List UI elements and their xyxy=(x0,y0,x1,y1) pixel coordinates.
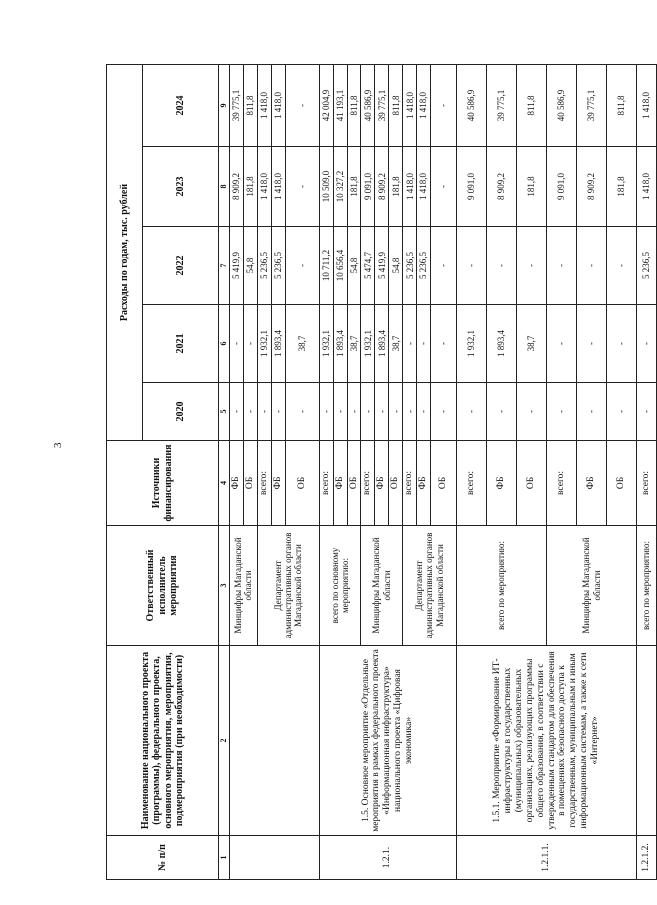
value-cell: - xyxy=(257,383,271,441)
value-cell: - xyxy=(547,305,577,383)
value-cell: - xyxy=(375,383,389,441)
source-cell: всего: xyxy=(637,441,657,526)
value-cell: 54,8 xyxy=(243,227,257,305)
source-cell: ОБ xyxy=(607,441,637,526)
value-cell: 5 236,5 xyxy=(403,227,417,305)
value-cell: 10 711,2 xyxy=(319,227,333,305)
value-cell: 38,7 xyxy=(517,305,547,383)
value-cell: 1 932,1 xyxy=(457,305,487,383)
value-cell: 38,7 xyxy=(347,305,361,383)
source-cell: ОБ xyxy=(347,441,361,526)
index-cell: 3 xyxy=(219,526,230,646)
value-cell: - xyxy=(431,227,457,305)
value-cell: - xyxy=(230,305,244,383)
value-cell: - xyxy=(577,227,607,305)
source-cell: ФБ xyxy=(230,441,244,526)
value-cell: 54,8 xyxy=(389,227,403,305)
name-cell xyxy=(230,646,320,836)
value-cell: - xyxy=(457,227,487,305)
value-cell: 1 893,4 xyxy=(333,305,347,383)
value-cell: 10 656,4 xyxy=(333,227,347,305)
value-cell: - xyxy=(347,383,361,441)
value-cell: 1 932,1 xyxy=(319,305,333,383)
value-cell: 181,8 xyxy=(607,147,637,227)
value-cell: - xyxy=(517,383,547,441)
value-cell: 1 418,0 xyxy=(271,147,285,227)
value-cell: 10 327,2 xyxy=(333,147,347,227)
source-cell: ФБ xyxy=(333,441,347,526)
value-cell: 5 236,5 xyxy=(417,227,431,305)
value-cell: 5 236,5 xyxy=(637,227,657,305)
executor-cell: всего по мероприятию: xyxy=(637,526,657,646)
source-cell: всего: xyxy=(403,441,417,526)
no-cell: 1.2.1.2. xyxy=(637,836,657,880)
value-cell: - xyxy=(285,147,319,227)
value-cell: 39 775,1 xyxy=(487,65,517,147)
value-cell: - xyxy=(403,305,417,383)
value-cell: - xyxy=(243,305,257,383)
value-cell: - xyxy=(417,305,431,383)
header-executor: Ответственный исполнитель мероприятия xyxy=(107,526,219,646)
name-cell: 1.5. Основное мероприятие «Отдельные мероприятия в рамках федерального проекта «Информационная инфраструктура» национального проекта «Цифровая экономика» xyxy=(319,646,456,836)
page-number: 3 xyxy=(52,442,64,448)
header-no: № п/п xyxy=(107,836,219,880)
value-cell: - xyxy=(607,383,637,441)
value-cell: 54,8 xyxy=(347,227,361,305)
no-cell: 1.2.1. xyxy=(319,836,456,880)
value-cell: 40 586,9 xyxy=(361,65,375,147)
value-cell: 42 004,9 xyxy=(319,65,333,147)
value-cell: - xyxy=(517,227,547,305)
value-cell: 40 586,9 xyxy=(547,65,577,147)
executor-cell: всего по основному мероприятию: xyxy=(319,526,361,646)
executor-cell: Минцифры Магаданской области xyxy=(361,526,403,646)
source-cell: всего: xyxy=(257,441,271,526)
value-cell: 40 586,9 xyxy=(457,65,487,147)
value-cell: - xyxy=(487,227,517,305)
value-cell: - xyxy=(431,65,457,147)
value-cell: - xyxy=(271,383,285,441)
value-cell: 181,8 xyxy=(389,147,403,227)
value-cell: - xyxy=(457,383,487,441)
value-cell: 9 091,0 xyxy=(457,147,487,227)
value-cell: - xyxy=(431,305,457,383)
value-cell: 5 419,9 xyxy=(230,227,244,305)
value-cell: 811,8 xyxy=(243,65,257,147)
value-cell: - xyxy=(285,383,319,441)
value-cell: - xyxy=(637,305,657,383)
value-cell: 41 193,1 xyxy=(333,65,347,147)
executor-cell: Минцифры Магаданской области xyxy=(547,526,637,646)
value-cell: 39 775,1 xyxy=(230,65,244,147)
index-cell: 4 xyxy=(219,441,230,526)
source-cell: ФБ xyxy=(271,441,285,526)
value-cell: - xyxy=(285,227,319,305)
value-cell: 811,8 xyxy=(389,65,403,147)
value-cell: - xyxy=(607,227,637,305)
value-cell: - xyxy=(637,383,657,441)
value-cell: - xyxy=(431,147,457,227)
value-cell: 181,8 xyxy=(517,147,547,227)
header-expenses: Расходы по годам, тыс. рублей xyxy=(107,65,143,441)
value-cell: - xyxy=(333,383,347,441)
header-year: 2020 xyxy=(143,383,219,441)
source-cell: всего: xyxy=(547,441,577,526)
source-cell: всего: xyxy=(361,441,375,526)
index-cell: 8 xyxy=(219,147,230,227)
value-cell: 38,7 xyxy=(285,305,319,383)
source-cell: ФБ xyxy=(487,441,517,526)
executor-cell: всего по мероприятию: xyxy=(457,526,547,646)
rotated-page-content xyxy=(106,65,652,880)
source-cell: ФБ xyxy=(577,441,607,526)
header-year: 2024 xyxy=(143,65,219,147)
executor-cell: Департамент административных органов Магаданской области xyxy=(403,526,457,646)
value-cell: 38,7 xyxy=(389,305,403,383)
value-cell: - xyxy=(403,383,417,441)
value-cell: 1 418,0 xyxy=(637,147,657,227)
value-cell: 811,8 xyxy=(347,65,361,147)
value-cell: 5 236,5 xyxy=(257,227,271,305)
value-cell: - xyxy=(431,383,457,441)
value-cell: 39 775,1 xyxy=(375,65,389,147)
no-cell: 1.2.1.1. xyxy=(457,836,637,880)
executor-cell: Минцифры Магаданской области xyxy=(230,526,258,646)
value-cell: 8 909,2 xyxy=(230,147,244,227)
value-cell: - xyxy=(607,305,637,383)
source-cell: всего: xyxy=(457,441,487,526)
value-cell: 1 893,4 xyxy=(487,305,517,383)
header-year: 2023 xyxy=(143,147,219,227)
header-year: 2022 xyxy=(143,227,219,305)
value-cell: 39 775,1 xyxy=(577,65,607,147)
value-cell: - xyxy=(547,227,577,305)
source-cell: ОБ xyxy=(243,441,257,526)
index-cell: 6 xyxy=(219,305,230,383)
executor-cell: Департамент административных органов Магаданской области xyxy=(257,526,319,646)
source-cell: ФБ xyxy=(375,441,389,526)
index-cell: 7 xyxy=(219,227,230,305)
value-cell: 1 418,0 xyxy=(637,65,657,147)
value-cell: 1 893,4 xyxy=(271,305,285,383)
source-cell: всего: xyxy=(319,441,333,526)
value-cell: - xyxy=(487,383,517,441)
source-cell: ОБ xyxy=(285,441,319,526)
name-cell: 1.5.1. Мероприятие «Формирование ИТ-инфраструктуры в государственных (муниципальных) образовательных организациях, реализующих программы общего образования, в соответствии с утвержденным стандартом для обеспечения в помещениях безопасного доступа к государственным, муниципальным и иным информационным системам, а также к сети «Интернет» xyxy=(457,646,637,836)
value-cell: - xyxy=(361,383,375,441)
value-cell: 181,8 xyxy=(243,147,257,227)
value-cell: 1 932,1 xyxy=(257,305,271,383)
index-cell: 1 xyxy=(219,836,230,880)
name-cell xyxy=(637,646,657,836)
index-cell: 5 xyxy=(219,383,230,441)
header-year: 2021 xyxy=(143,305,219,383)
value-cell: 1 418,0 xyxy=(271,65,285,147)
source-cell: ОБ xyxy=(431,441,457,526)
source-cell: ОБ xyxy=(389,441,403,526)
header-name: Наименование национального проекта (программы), федерального проекта, основного мероприятия, мероприятия, подмероприятия (при необходимости) xyxy=(107,646,219,836)
value-cell: 1 418,0 xyxy=(257,147,271,227)
source-cell: ОБ xyxy=(517,441,547,526)
value-cell: 8 909,2 xyxy=(375,147,389,227)
expenses-table xyxy=(106,64,657,880)
value-cell: - xyxy=(230,383,244,441)
value-cell: - xyxy=(417,383,431,441)
value-cell: 8 909,2 xyxy=(487,147,517,227)
value-cell: 10 509,0 xyxy=(319,147,333,227)
value-cell: 181,8 xyxy=(347,147,361,227)
value-cell: 5 236,5 xyxy=(271,227,285,305)
index-cell: 9 xyxy=(219,65,230,147)
value-cell: - xyxy=(243,383,257,441)
value-cell: 1 932,1 xyxy=(361,305,375,383)
no-cell xyxy=(230,836,320,880)
value-cell: - xyxy=(577,383,607,441)
value-cell: 5 474,7 xyxy=(361,227,375,305)
value-cell: - xyxy=(389,383,403,441)
value-cell: 1 418,0 xyxy=(257,65,271,147)
value-cell: 1 418,0 xyxy=(417,147,431,227)
source-cell: ФБ xyxy=(417,441,431,526)
value-cell: 811,8 xyxy=(607,65,637,147)
value-cell: - xyxy=(285,65,319,147)
value-cell: 9 091,0 xyxy=(547,147,577,227)
value-cell: 8 909,2 xyxy=(577,147,607,227)
value-cell: - xyxy=(547,383,577,441)
header-source: Источники финансирования xyxy=(107,441,219,526)
value-cell: 9 091,0 xyxy=(361,147,375,227)
value-cell: 1 418,0 xyxy=(403,147,417,227)
value-cell: - xyxy=(577,305,607,383)
index-cell: 2 xyxy=(219,646,230,836)
value-cell: 1 418,0 xyxy=(417,65,431,147)
value-cell: - xyxy=(319,383,333,441)
value-cell: 1 418,0 xyxy=(403,65,417,147)
value-cell: 811,8 xyxy=(517,65,547,147)
value-cell: 1 893,4 xyxy=(375,305,389,383)
value-cell: 5 419,9 xyxy=(375,227,389,305)
